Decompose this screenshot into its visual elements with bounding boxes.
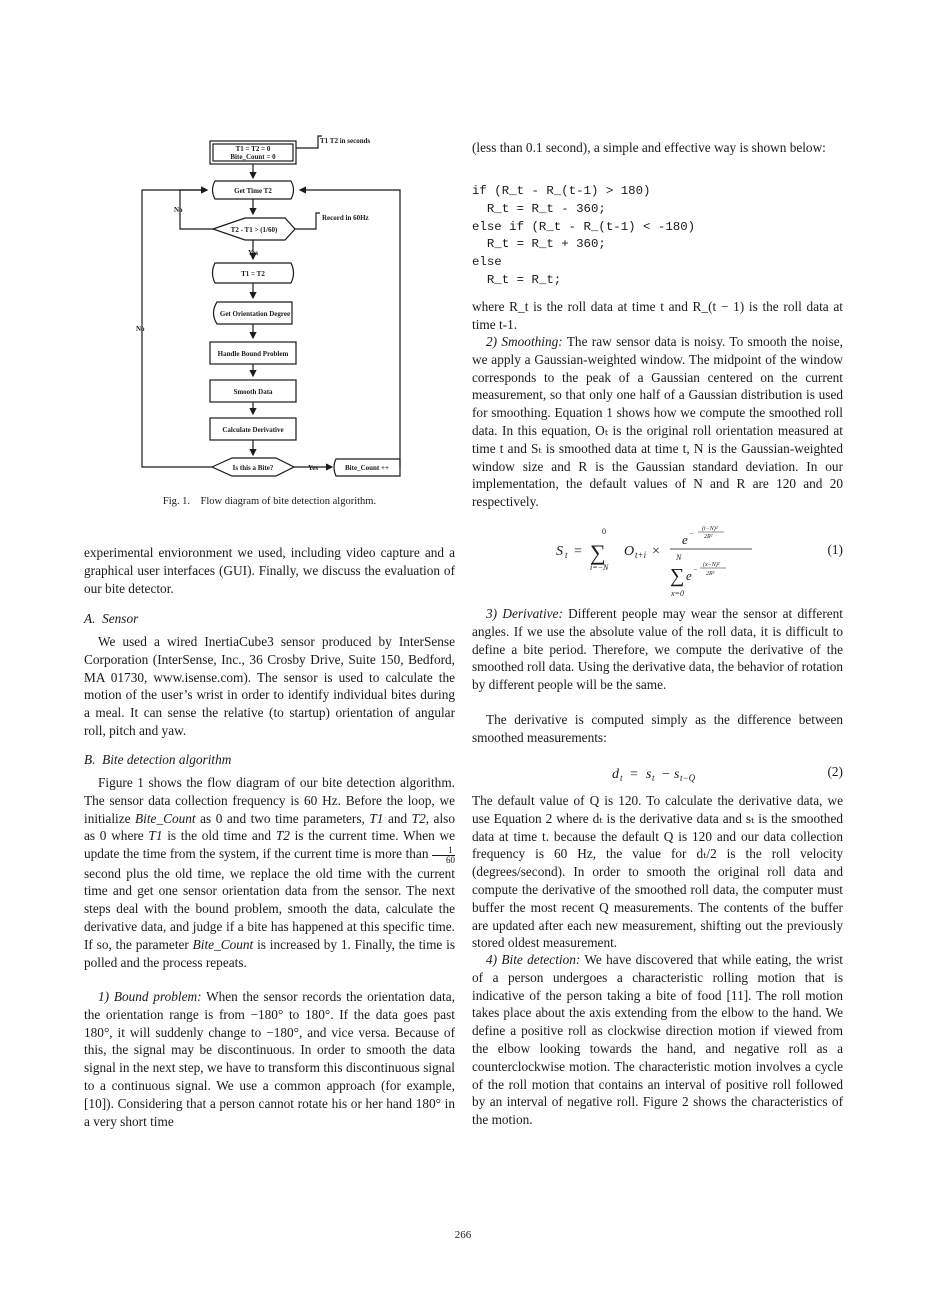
svg-text:t+i: t+i	[635, 550, 647, 560]
code-block	[472, 183, 695, 290]
var-t1: T1	[369, 810, 384, 826]
note-seconds: T1 T2 in seconds	[320, 137, 371, 145]
svg-text:−: −	[662, 767, 670, 782]
derivative-label: Calculate Derivative	[222, 426, 284, 434]
increment-label: Bite_Count ++	[345, 464, 389, 472]
derivative-text: Different people may wear the sensor at different angles. If we use the absolute value of the roll data, it is difficult to define a bite period. Therefore, we compute the derivative of the smoothed roll data. Using the derivative data, the behavior of rotation by different people will be the same.	[472, 606, 843, 693]
decision-time-label: T2 - T1 > (1/60)	[230, 226, 278, 234]
fraction-one-sixtieth	[432, 846, 455, 865]
svg-text:2R²: 2R²	[706, 571, 715, 577]
var-bite-count: Bite_Count	[135, 810, 196, 826]
algo-text-5: is the old time and	[167, 828, 272, 844]
var-t1-b: T1	[148, 828, 163, 844]
frac-den: 60	[446, 854, 455, 865]
bound-label: Handle Bound Problem	[217, 350, 289, 358]
algo-text-2: as 0 and two time parameters,	[200, 810, 365, 826]
para-continued: (less than 0.1 second), a simple and effective way is shown below:	[472, 140, 826, 155]
bite-text: We have discovered that while eating, the wrist of a person undergoes a characteristic rolling motion that is indicative of the person taking a bite of food [11]. The roll motion takes place about the axis extending from the elbow to the hand. We define a positive roll as clockwise direction motion if viewed from the elbow looking towards the hand, and negative roll as a counterclockwise motion. The characteristic motion involves a cycle of the roll motion that contains an interval of positive roll followed by an interval of negative roll. Figure 2 shows the characteristics of the motion.	[472, 952, 843, 1128]
para-smoothing	[472, 333, 843, 511]
smooth-label: Smooth Data	[233, 388, 273, 396]
para-where: where R_t is the roll data at time t and R_(t − 1) is the roll data at time t-1.	[472, 299, 843, 332]
para-default: The default value of Q is 120. To calculate the derivative data, we use Equation 2 where dₜ is the derivative data and sₜ is the smoothed data at time t. because the default Q is 120 and our data collection frequency is 60 Hz, the value for dₜ/2 is the roll velocity (degrees/second). In order to smooth the original roll data and compute the derivative of the smoothed roll data, the computer must buffer the most recent Q measurements. The contents of the buffer are updated after each new measurement, shifting out the previously stored oldest measurement.	[472, 793, 843, 951]
orientation-label: Get Orientation Degree	[219, 310, 291, 318]
decision-bite-label: Is this a Bite?	[232, 464, 274, 472]
equation-2	[472, 763, 843, 785]
svg-text:0: 0	[602, 527, 606, 536]
code-line: R_t = R_t + 360;	[472, 237, 606, 252]
svg-text:=: =	[630, 767, 638, 782]
svg-text:∑: ∑	[670, 565, 685, 587]
algo-text-6: is the current time. When we update the time from the system, if the current time is more than	[84, 828, 455, 862]
svg-text:(x−N)²: (x−N)²	[703, 562, 720, 568]
para-algo	[84, 774, 455, 971]
svg-text:e: e	[682, 532, 688, 547]
equation-1-formula	[552, 520, 852, 600]
para-derivative-2: The derivative is computed simply as the difference between smoothed measurements:	[472, 712, 843, 745]
svg-text:s: s	[674, 767, 680, 782]
var-bite-count-b: Bite_Count	[192, 936, 254, 952]
equation-1	[472, 520, 843, 600]
svg-text:−: −	[693, 566, 698, 574]
para-derivative	[472, 605, 843, 694]
algo-text-4: , also as 0 where	[84, 810, 455, 844]
page-number: 266	[454, 1229, 472, 1241]
svg-text:∑: ∑	[590, 540, 606, 565]
frac-num: 1	[432, 846, 455, 856]
para-intro: experimental envioronment we used, including video capture and a graphical user interfaces (GUI). Finally, we discuss the evaluation of our bite detector.	[84, 545, 455, 596]
subsection-smoothing: 2) Smoothing:	[486, 334, 563, 349]
para-sensor: We used a wired InertiaCube3 sensor produced by InterSense Corporation (InterSense, Inc., 36 Crosby Drive, Suite 150, Bedford, MA 01730, www.isense.com). The sensor is used to calculate the motion of the user’s wrist in order to identify individual bites during a meal. It can sense the relative (to startup) orientation of angular roll, pitch and yaw.	[84, 634, 455, 738]
svg-text:e: e	[686, 568, 692, 583]
yes-label-1: Yes	[247, 249, 259, 257]
svg-text:t−Q: t−Q	[680, 773, 696, 783]
code-line: R_t = R_t - 360;	[472, 201, 606, 216]
code-line: else	[472, 255, 502, 270]
algo-text-1: Figure 1 shows the flow diagram of our bite detection algorithm. The sensor data collection frequency is 60 Hz. Before the loop, we initialize	[84, 775, 455, 826]
svg-text:=: =	[574, 544, 582, 559]
algo-text-7: second plus the old time, we replace the old time with the current time and get one sensor orientation data from the sensor. The next steps deal with the bound problem, smooth the data, calculate the derivative data, and judge if a bite has happened at this specific time. If so, the parameter	[84, 865, 455, 952]
var-t2-b: T2	[275, 828, 290, 844]
svg-text:×: ×	[652, 544, 660, 559]
svg-text:x=0: x=0	[671, 589, 684, 598]
bound-text: When the sensor records the orientation data, the orientation range is from −180° to 180°. If the data goes past 180°, it will suddenly change to −180°, and vice versa. Because of this, the signal may be discontinuous. In order to smooth the data signal in the next step, we have to transform this discontinuous signal to a continuous signal. We use a common approach (for example, [10]). Considering that a person cannot rotate his or her hand 180° in a very short time	[84, 989, 455, 1129]
svg-text:s: s	[646, 767, 652, 782]
svg-text:2R²: 2R²	[704, 534, 713, 540]
svg-text:t: t	[565, 550, 568, 560]
init-line2: Bite_Count = 0	[230, 153, 276, 161]
svg-text:t: t	[652, 773, 655, 783]
subsection-bound: 1) Bound problem:	[98, 989, 202, 1004]
svg-text:d: d	[612, 767, 619, 782]
code-line: else if (R_t - R_(t-1) < -180)	[472, 219, 696, 234]
equation-2-formula	[610, 763, 730, 785]
yes-label-2: Yes	[308, 464, 319, 472]
no-label-1: No	[174, 206, 183, 214]
subsection-derivative: 3) Derivative:	[486, 606, 563, 621]
equation-2-number: (2)	[827, 764, 843, 779]
code-line: R_t = R_t;	[472, 272, 562, 287]
init-line1: T1 = T2 = 0	[235, 145, 271, 153]
svg-text:t: t	[620, 773, 623, 783]
para-bound	[84, 988, 455, 1130]
algo-text-3: and	[387, 810, 408, 826]
svg-text:(t−N)²: (t−N)²	[702, 526, 718, 532]
section-a-heading: A. Sensor	[84, 611, 139, 626]
svg-text:i=−N: i=−N	[590, 563, 609, 572]
section-b-heading: B. Bite detection algorithm	[84, 752, 232, 767]
svg-text:O: O	[624, 544, 635, 559]
get-time-label: Get Time T2	[234, 187, 272, 195]
smoothing-text: The raw sensor data is noisy. To smooth the noise, we apply a Gaussian-weighted window. The midpoint of the window corresponds to the peak of a Gaussian centered on the current measurement, so that only one half of a Gaussian distribution is used for smoothing. Equation 1 shows how we compute the smoothed roll data. In this equation, Oₜ is the original roll orientation measured at time t and Sₜ is smoothed data at time t, N is the Gaussian-weighted window size and R is the Gaussian standard deviation. In our implementation, the default values of N and R are 120 and 20 respectively.	[472, 334, 843, 510]
algo-text-8: is increased by 1. Finally, the time is polled and the process repeats.	[84, 936, 456, 970]
figure-caption: Fig. 1. Flow diagram of bite detection algorithm.	[162, 496, 377, 507]
assign-label: T1 = T2	[241, 270, 265, 278]
svg-text:N: N	[676, 553, 682, 562]
svg-text:−: −	[689, 530, 694, 538]
no-label-2: No	[136, 325, 145, 333]
para-bite-detection	[472, 951, 843, 1129]
equation-1-number: (1)	[827, 542, 843, 557]
svg-text:S: S	[556, 544, 563, 559]
var-t2: T2	[411, 810, 426, 826]
code-line: if (R_t - R_(t-1) > 180)	[472, 184, 651, 198]
note-rate: Record in 60Hz	[322, 214, 369, 222]
subsection-bite: 4) Bite detection:	[486, 952, 581, 967]
